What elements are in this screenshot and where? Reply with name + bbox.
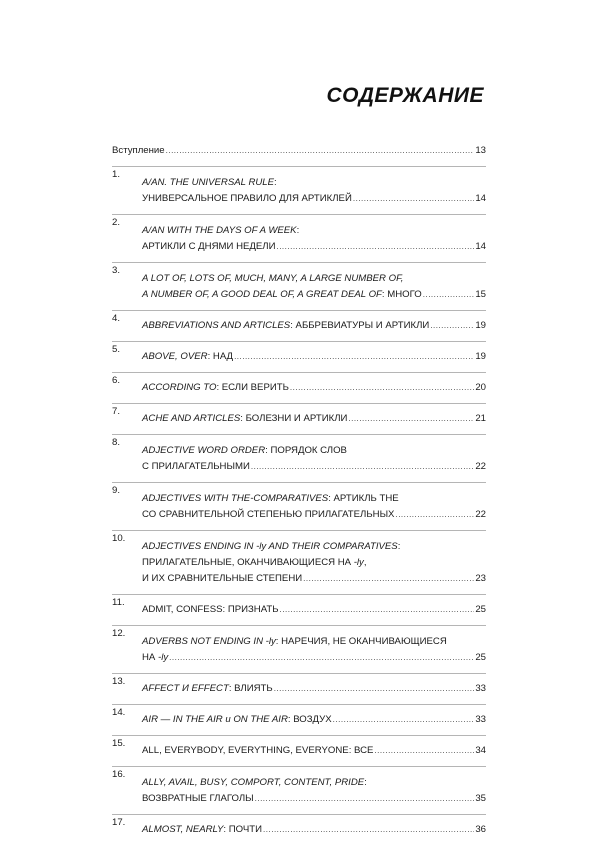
toc-entry-line	[142, 459, 486, 475]
dot-leader	[255, 791, 475, 807]
toc-page-number: 33	[475, 683, 486, 694]
toc-entries	[112, 167, 486, 845]
dot-leader	[374, 743, 474, 759]
toc-entry-number: 3.	[112, 265, 121, 276]
toc-translation: И ИХ СРАВНИТЕЛЬНЫЕ СТЕПЕНИ	[142, 573, 303, 584]
toc-entry-text	[142, 223, 299, 239]
toc-entry-text	[142, 239, 275, 255]
toc-entry-number: 2.	[112, 217, 121, 228]
toc-entry[interactable]	[112, 736, 486, 767]
toc-translation: : БОЛЕЗНИ И АРТИКЛИ	[240, 413, 348, 424]
toc-translation: ALL, EVERYBODY, EVERYTHING, EVERYONE: ВСЕ	[142, 745, 374, 756]
toc-entry-line	[142, 443, 486, 459]
dot-leader	[395, 507, 474, 523]
toc-entry-number: 16.	[112, 769, 126, 780]
toc-entry-text	[142, 602, 279, 618]
toc-entry-line	[142, 555, 486, 571]
toc-entry-number: 9.	[112, 485, 121, 496]
toc-entry-text	[142, 555, 367, 571]
toc-translation: : ПОЧТИ	[223, 824, 263, 835]
toc-page-number: 36	[475, 824, 486, 835]
toc-entry[interactable]	[112, 595, 486, 626]
dot-leader	[280, 602, 475, 618]
toc-entry-line	[142, 239, 486, 255]
toc-entry[interactable]	[112, 404, 486, 435]
toc-term: A/AN WITH THE DAYS OF A WEEK	[142, 225, 297, 236]
toc-term: ADVERBS NOT ENDING IN -ly	[142, 636, 276, 647]
dot-leader	[263, 822, 474, 838]
toc-entry-text	[142, 318, 429, 334]
toc-entry-line	[142, 712, 486, 728]
toc-entry-text	[142, 634, 447, 650]
dot-leader	[423, 287, 475, 303]
dot-leader	[353, 191, 474, 207]
toc-entry-line	[142, 539, 486, 555]
dot-leader	[276, 239, 474, 255]
toc-translation: :	[296, 225, 300, 236]
toc-entry-number: 4.	[112, 313, 121, 324]
toc-translation: ,	[363, 557, 367, 568]
dot-leader	[166, 143, 475, 159]
toc-entry-text	[142, 650, 168, 666]
dot-leader	[430, 318, 474, 334]
toc-entry-text	[142, 191, 352, 207]
toc-entry[interactable]	[112, 311, 486, 342]
dot-leader	[274, 681, 475, 697]
toc-page-number: 21	[475, 413, 486, 424]
toc-page-number: 22	[475, 461, 486, 472]
toc-translation: СО СРАВНИТЕЛЬНОЙ СТЕПЕНЬЮ ПРИЛАГАТЕЛЬНЫХ	[142, 509, 395, 520]
toc-page-number: 33	[475, 714, 486, 725]
toc-entry-text	[142, 743, 373, 759]
toc-translation: УНИВЕРСАЛЬНОЕ ПРАВИЛО ДЛЯ АРТИКЛЕЙ	[142, 193, 352, 204]
toc-entry-line	[142, 507, 486, 523]
toc-entry-text	[142, 775, 367, 791]
toc-entry-line	[142, 318, 486, 334]
toc-entry[interactable]	[112, 483, 486, 531]
toc-entry[interactable]	[112, 531, 486, 595]
toc-term: -ly	[353, 557, 364, 568]
toc-page-number: 23	[475, 573, 486, 584]
toc-entry-line	[142, 411, 486, 427]
toc-translation: : ЕСЛИ ВЕРИТЬ	[216, 382, 289, 393]
page-title: СОДЕРЖАНИЕ	[326, 84, 484, 107]
dot-leader	[333, 712, 475, 728]
toc-term: A/AN. THE UNIVERSAL RULE	[142, 177, 275, 188]
toc-translation: ADMIT, CONFESS: ПРИЗНАТЬ	[142, 604, 279, 615]
toc-entry-number: 6.	[112, 375, 121, 386]
toc-translation: : НАРЕЧИЯ, НЕ ОКАНЧИВАЮЩИЕСЯ	[275, 636, 447, 647]
toc-entry-line	[142, 822, 486, 838]
toc-entry[interactable]	[112, 626, 486, 674]
toc-entry-text	[142, 791, 254, 807]
toc-entry-text	[142, 349, 233, 365]
toc-term: ADJECTIVES WITH THE-COMPARATIVES	[142, 493, 329, 504]
toc-entry-number: 5.	[112, 344, 121, 355]
dot-leader	[251, 459, 474, 475]
toc-entry-text	[142, 411, 347, 427]
toc-entry[interactable]	[112, 815, 486, 845]
dot-leader	[348, 411, 474, 427]
toc-page-number: 19	[475, 351, 486, 362]
toc-entry-number: 13.	[112, 676, 126, 687]
toc-entry-number: 10.	[112, 533, 126, 544]
toc-entry-line	[142, 191, 486, 207]
toc-term: AFFECT И EFFECT	[142, 683, 229, 694]
toc-entry-number: 1.	[112, 169, 121, 180]
dot-leader	[169, 650, 474, 666]
toc-entry-number: 7.	[112, 406, 121, 417]
toc-page-number: 13	[475, 145, 486, 156]
toc-entry[interactable]	[112, 767, 486, 815]
toc-entry-line	[142, 681, 486, 697]
toc-translation: : ВОЗДУХ	[287, 714, 332, 725]
table-of-contents	[112, 143, 486, 845]
toc-translation: ПРИЛАГАТЕЛЬНЫЕ, ОКАНЧИВАЮЩИЕСЯ НА	[142, 557, 354, 568]
toc-entry-text	[142, 507, 394, 523]
toc-entry-text	[142, 681, 273, 697]
toc-entry-line	[142, 380, 486, 396]
toc-entry-line	[142, 571, 486, 587]
dot-leader	[234, 349, 474, 365]
toc-entry-text	[142, 443, 347, 459]
toc-term: ACHE AND ARTICLES	[142, 413, 241, 424]
toc-page-number: 15	[475, 289, 486, 300]
toc-entry[interactable]	[112, 373, 486, 404]
toc-entry-line	[142, 743, 486, 759]
toc-entry-number: 11.	[112, 597, 125, 608]
toc-entry-number: 15.	[112, 738, 126, 749]
toc-term: ALMOST, NEARLY	[142, 824, 224, 835]
dot-leader	[303, 571, 474, 587]
toc-entry[interactable]	[112, 342, 486, 373]
toc-entry[interactable]	[112, 674, 486, 705]
toc-term: AIR — IN THE AIR и ON THE AIR	[142, 714, 288, 725]
toc-entry-text	[142, 491, 399, 507]
toc-translation: : НАД	[207, 351, 234, 362]
toc-translation: С ПРИЛАГАТЕЛЬНЫМИ	[142, 461, 250, 472]
toc-translation: АРТИКЛИ С ДНЯМИ НЕДЕЛИ	[142, 241, 276, 252]
toc-term: ADJECTIVE WORD ORDER	[142, 445, 266, 456]
toc-entry-text	[142, 271, 403, 287]
toc-term: -ly	[158, 652, 169, 663]
toc-entry-text	[142, 822, 262, 838]
toc-translation: :	[274, 177, 277, 188]
toc-term: ALLY, AVAIL, BUSY, COMPORT, CONTENT, PRIDE	[142, 777, 365, 788]
toc-translation: : АРТИКЛЬ THE	[328, 493, 399, 504]
toc-entry-line	[142, 175, 486, 191]
toc-entry-text	[142, 712, 332, 728]
toc-entry-label: Вступление	[112, 145, 165, 156]
toc-entry-line	[142, 287, 486, 303]
toc-page-number: 25	[475, 604, 486, 615]
toc-term: A NUMBER OF, A GOOD DEAL OF, A GREAT DEAL OF	[142, 289, 382, 300]
toc-entry-line	[142, 271, 486, 287]
toc-entry-text	[142, 175, 277, 191]
toc-page-number: 20	[475, 382, 486, 393]
toc-translation: : ПОРЯДОК СЛОВ	[265, 445, 347, 456]
toc-term: A LOT OF, LOTS OF, MUCH, MANY, A LARGE NUMBER OF,	[142, 273, 404, 284]
toc-page-number: 25	[475, 652, 486, 663]
toc-entry-text	[142, 287, 422, 303]
toc-entry-line	[142, 634, 486, 650]
toc-term: ABBREVIATIONS AND ARTICLES	[142, 320, 291, 331]
toc-entry-number: 8.	[112, 437, 121, 448]
toc-page-number: 34	[475, 745, 486, 756]
toc-entry-intro[interactable]	[112, 143, 486, 167]
toc-translation: : ВЛИЯТЬ	[228, 683, 273, 694]
toc-term: ACCORDING TO	[142, 382, 217, 393]
toc-entry[interactable]	[112, 705, 486, 736]
toc-entry-line	[142, 650, 486, 666]
toc-translation: ВОЗВРАТНЫЕ ГЛАГОЛЫ	[142, 793, 254, 804]
toc-entry[interactable]	[112, 215, 486, 263]
toc-translation: : АББРЕВИАТУРЫ И АРТИКЛИ	[290, 320, 430, 331]
toc-entry-text	[142, 571, 302, 587]
toc-entry-text	[142, 539, 400, 555]
toc-entry-line	[142, 349, 486, 365]
toc-entry-line	[142, 491, 486, 507]
toc-page-number: 14	[475, 193, 486, 204]
toc-translation: НА	[142, 652, 158, 663]
dot-leader	[290, 380, 474, 396]
toc-translation: : МНОГО	[381, 289, 422, 300]
toc-entry[interactable]	[112, 435, 486, 483]
toc-entry-text	[142, 459, 250, 475]
toc-translation: :	[397, 541, 401, 552]
toc-entry-number: 17.	[112, 817, 126, 828]
toc-entry-text	[142, 380, 289, 396]
toc-page-number: 19	[475, 320, 486, 331]
toc-page-number: 22	[475, 509, 486, 520]
toc-entry-line	[142, 775, 486, 791]
toc-entry-number: 12.	[112, 628, 126, 639]
toc-entry[interactable]	[112, 167, 486, 215]
toc-page-number: 14	[475, 241, 486, 252]
toc-term: ADJECTIVES ENDING IN -ly AND THEIR COMPARATIVES	[142, 541, 398, 552]
toc-entry-line	[142, 602, 486, 618]
toc-entry-number: 14.	[112, 707, 126, 718]
toc-term: ABOVE, OVER	[142, 351, 208, 362]
toc-page-number: 35	[475, 793, 486, 804]
toc-entry-line	[142, 223, 486, 239]
toc-entry[interactable]	[112, 263, 486, 311]
toc-translation: :	[364, 777, 367, 788]
toc-entry-line	[142, 791, 486, 807]
